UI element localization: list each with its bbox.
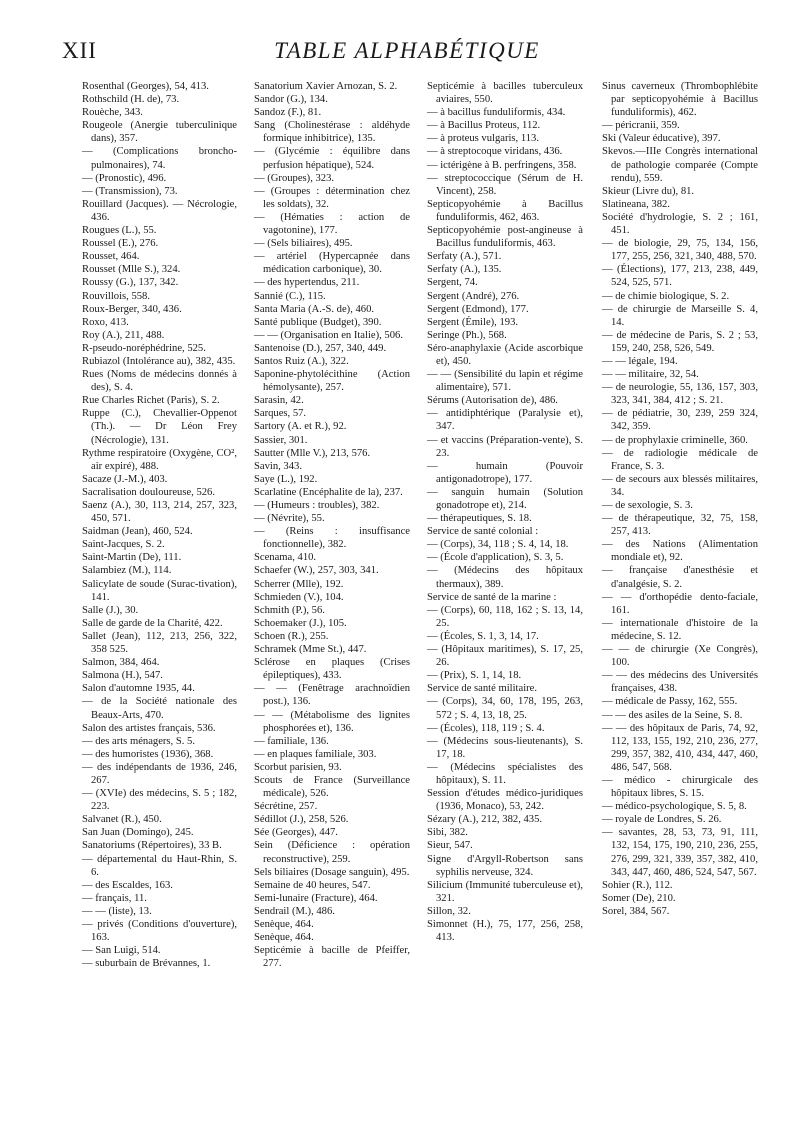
index-entry: — — des hôpitaux de Paris, 74, 92, 112, 133, 155, 192, 210, 236, 277, 299, 357, 382, 410, 434, 447, 460, 486, 547, 568. <box>602 722 758 773</box>
index-entry: Sieur, 547. <box>427 840 473 852</box>
index-entry: — et vaccins (Préparation-vente), S. 23. <box>427 434 583 459</box>
index-entry: — thérapeutiques, S. 18. <box>427 513 532 525</box>
index-entry: Santa Maria (A.-S. de), 460. <box>254 303 375 315</box>
index-entry: Sergent (André), 276. <box>427 290 520 302</box>
index-entry: Saidman (Jean), 460, 524. <box>82 526 193 538</box>
index-entry: Slatineana, 382. <box>602 198 670 210</box>
index-entry: Séro-anaphylaxie (Acide ascorbique et), 450. <box>427 342 583 367</box>
index-entry: Sein (Déficience : opération reconstructive), 259. <box>254 840 410 865</box>
index-entry: Seringe (Ph.), 568. <box>427 329 507 341</box>
index-entry: — (Médecins sous-lieutenants), S. 17, 18. <box>427 735 583 760</box>
index-entry: Saponine-phytolécithine (Action hémolysante), 257. <box>254 369 410 394</box>
index-entry: Senèque, 464. <box>254 932 314 944</box>
index-entry: Sang (Cholinestérase : aldéhyde formique inhibitrice), 135. <box>254 120 410 145</box>
index-entry: Salle (J.), 30. <box>82 604 139 616</box>
index-entry: Ruppe (C.), Chevallier-Oppenot (Th.). — Dr Léon Frey (Nécrologie), 131. <box>82 408 237 446</box>
index-entry: Scherrer (Mlle), 192. <box>254 578 344 590</box>
index-entry: — (Sels biliaires), 495. <box>254 238 353 250</box>
index-entry: Simonnet (H.), 75, 177, 256, 258, 413. <box>427 919 583 944</box>
index-entry: — ictérigène à B. perfringens, 358. <box>427 159 577 171</box>
index-entry: Scorbut parisien, 93. <box>254 761 342 773</box>
index-entry: Roxo, 413. <box>82 316 129 328</box>
index-entry: — de radiologie médicale de France, S. 3. <box>602 447 758 472</box>
index-entry: Sergent (Émile), 193. <box>427 316 519 328</box>
index-entry: — — de chirurgie (Xe Congrès), 100. <box>602 644 758 669</box>
index-entry: Sartory (A. et R.), 92. <box>254 421 347 433</box>
index-entry: Roussy (G.), 137, 342. <box>82 277 179 289</box>
index-entry: — — d'orthopédie dento-faciale, 161. <box>602 591 758 616</box>
page-number: XII <box>62 38 97 63</box>
index-entry: Sézary (A.), 212, 382, 435. <box>427 814 543 826</box>
index-entry: — de chirurgie de Marseille S. 4, 14. <box>602 303 758 328</box>
index-entry: — (Médecins des hôpitaux thermaux), 389. <box>427 565 583 590</box>
index-entry: Rousset, 464. <box>82 251 140 263</box>
index-entry: Schoen (R.), 255. <box>254 630 329 642</box>
page-title: TABLE ALPHABÉTIQUE <box>274 38 540 63</box>
index-entry: — de biologie, 29, 75, 134, 156, 177, 255, 256, 321, 340, 488, 570. <box>602 238 758 263</box>
index-entry: Skieur (Livre du), 81. <box>602 185 695 197</box>
index-entry: Rythme respiratoire (Oxygène, CO², air expiré), 488. <box>82 447 237 472</box>
index-entry: — en plaques familiale, 303. <box>254 748 377 760</box>
index-entry: Santé publique (Budget), 390. <box>254 316 382 328</box>
index-entry: — médico-psychologique, S. 5, 8. <box>602 801 747 813</box>
index-entry: Sarasin, 42. <box>254 395 304 407</box>
index-entry: Sandoz (F.), 81. <box>254 107 322 119</box>
index-entry: — (XVIe) des médecins, S. 5 ; 182, 223. <box>82 788 237 813</box>
index-entry: — — des médecins des Universités françaises, 438. <box>602 670 758 695</box>
index-entry: — français, 11. <box>82 892 147 904</box>
index-entry: — des indépendants de 1936, 246, 267. <box>82 761 237 786</box>
index-entry: Rosenthal (Georges), 54, 413. <box>82 81 209 92</box>
index-entry: Salicylate de soude (Surac-tivation), 141. <box>82 578 237 603</box>
index-entry: Schaefer (W.), 257, 303, 341. <box>254 565 379 577</box>
index-entry: Sédillot (J.), 258, 526. <box>254 814 349 826</box>
index-entry: Saint-Martin (De), 111. <box>82 552 182 564</box>
index-entry: — de sexologie, S. 3. <box>602 500 693 511</box>
index-entry: — — militaire, 32, 54. <box>602 369 699 381</box>
index-entry: Service de santé militaire. <box>427 683 538 695</box>
index-entry: Sécrétine, 257. <box>254 801 318 813</box>
index-entry: Sanatorium Xavier Arnozan, S. 2. <box>254 81 398 92</box>
index-entry: Rues (Noms de médecins donnés à des), S. 4. <box>82 369 237 394</box>
index-entry: — streptococcique (Sérum de H. Vincent), 258. <box>427 172 583 197</box>
index-entry: — (Pronostic), 496. <box>82 172 167 184</box>
index-entry: — humain (Pouvoir antigonadotrope), 177. <box>427 460 583 485</box>
index-entry: — médico - chirurgicale des hôpitaux libres, S. 15. <box>602 774 758 800</box>
index-entry: — — des asiles de la Seine, S. 8. <box>602 709 743 721</box>
index-entry: Sendrail (M.), 486. <box>254 905 335 917</box>
index-entry: — à proteus vulgaris, 113. <box>427 133 539 145</box>
index-entry: Schmieden (V.), 104. <box>254 591 344 603</box>
index-entry: — des humoristes (1936), 368. <box>82 748 214 760</box>
index-entry: Senèque, 464. <box>254 919 314 930</box>
index-entry: Sandor (G.), 134. <box>254 94 328 106</box>
index-entry: — de neurologie, 55, 136, 157, 303, 323, 341, 384, 412 ; S. 21. <box>602 382 758 407</box>
index-entry: Rothschild (H. de), 73. <box>82 94 180 106</box>
index-entry: — San Luigi, 514. <box>82 945 161 957</box>
index-entry: — (Hématies : action de vagotonine), 177. <box>254 211 410 237</box>
index-entry: Sinus caverneux (Thrombophlébite par septicopyohémie à Bacillus funduliformis), 462. <box>602 81 758 119</box>
index-entry: Sclérose en plaques (Crises épileptiques), 433. <box>254 657 410 682</box>
index-entry: — suburbain de Brévannes, 1. <box>82 958 211 970</box>
index-column-3 <box>427 80 583 944</box>
index-entry: Sanatoriums (Répertoires), 33 B. <box>82 840 222 852</box>
index-entry: — (Hôpitaux maritimes), S. 17, 25, 26. <box>427 644 583 669</box>
index-entry: — (École d'application), S. 3, 5. <box>427 552 564 564</box>
index-entry: — internationale d'histoire de la médecine, S. 12. <box>602 617 758 642</box>
index-entry: — de chimie biologique, S. 2. <box>602 290 730 302</box>
index-entry: Sillon, 32. <box>427 905 471 917</box>
index-entry: Sibi, 382. <box>427 827 468 839</box>
index-entry: Salle de garde de la Charité, 422. <box>82 617 223 629</box>
index-entry: — (Complications broncho-pulmonaires), 74. <box>82 146 237 171</box>
index-entry: — (Reins : insuffisance fonctionnelle), 382. <box>254 526 410 551</box>
index-entry: Sorel, 384, 567. <box>602 905 670 917</box>
index-entry: — (Corps), 34, 60, 178, 195, 263, 572 ; S. 4, 13, 18, 25. <box>427 696 583 721</box>
index-entry: Salmon, 384, 464. <box>82 657 160 669</box>
index-entry: Signe d'Argyll-Robertson sans syphilis nerveuse, 324. <box>427 853 583 878</box>
index-entry: Société d'hydrologie, S. 2 ; 161, 451. <box>602 211 758 237</box>
index-entry: — des Nations (Alimentation mondiale et), 92. <box>602 539 758 564</box>
index-entry: Session d'études médico-juridiques (1936, Monaco), 53, 242. <box>427 788 583 813</box>
index-entry: — de la Société nationale des Beaux-Arts, 470. <box>82 696 237 721</box>
index-entry: San Juan (Domingo), 245. <box>82 827 194 839</box>
index-entry: Salon d'automne 1935, 44. <box>82 683 195 695</box>
index-entry: Sassier, 301. <box>254 434 308 446</box>
index-entry: Santos Ruiz (A.), 322. <box>254 355 349 367</box>
index-entry: Sohier (R.), 112. <box>602 879 673 891</box>
index-entry: Sacaze (J.-M.), 403. <box>82 473 168 485</box>
index-entry: — artériel (Hypercapnée dans médication carbonique), 30. <box>254 251 410 276</box>
index-entry: Saenz (A.), 30, 113, 214, 257, 323, 450, 571. <box>82 500 237 525</box>
index-entry: — (Groupes : détermination chez les soldats), 32. <box>254 185 410 210</box>
index-entry: Ski (Valeur éducative), 397. <box>602 133 721 145</box>
index-entry: — privés (Conditions d'ouverture), 163. <box>82 919 237 944</box>
index-entry: Sergent, 74. <box>427 277 478 289</box>
index-entry: — de médecine de Paris, S. 2 ; 53, 159, 240, 258, 526, 549. <box>602 329 758 354</box>
index-entry: — (Corps), 34, 118 ; S. 4, 14, 18. <box>427 539 569 551</box>
index-entry: — royale de Londres, S. 26. <box>602 814 722 826</box>
index-entry: Salambiez (M.), 114. <box>82 565 172 577</box>
index-entry: — (Glycémie : équilibre dans perfusion hépatique), 524. <box>254 146 410 171</box>
index-entry: — départemental du Haut-Rhin, S. 6. <box>82 853 237 878</box>
index-entry: Semi-lunaire (Fracture), 464. <box>254 892 378 904</box>
index-entry: — (Prix), S. 1, 14, 18. <box>427 670 522 682</box>
index-entry: — (Écoles), 118, 119 ; S. 4. <box>427 722 545 734</box>
index-entry: Rouvillois, 558. <box>82 290 150 302</box>
index-entry: — péricranii, 359. <box>602 120 680 132</box>
index-entry: Salon des artistes français, 536. <box>82 722 216 734</box>
index-column-1 <box>82 80 237 970</box>
index-entry: Scouts de France (Surveillance médicale), 526. <box>254 774 410 800</box>
index-entry: Rubiazol (Intolérance au), 382, 435. <box>82 355 236 367</box>
index-entry: Schramek (Mme St.), 447. <box>254 644 367 656</box>
index-entry: Santenoise (D.), 257, 340, 449. <box>254 342 387 354</box>
index-entry: Schoemaker (J.), 105. <box>254 617 347 629</box>
index-entry: Rougues (L.), 55. <box>82 225 157 237</box>
index-entry: Service de santé colonial : <box>427 526 539 538</box>
index-entry: Sautter (Mlle V.), 213, 576. <box>254 447 371 459</box>
index-entry: Roussel (E.), 276. <box>82 238 159 250</box>
index-entry: Salvanet (R.), 450. <box>82 814 162 826</box>
index-entry: Septicémie à bacilles tuberculeux aviaires, 550. <box>427 81 583 106</box>
index-entry: — — (liste), 13. <box>82 905 152 917</box>
index-entry: — (Médecins spécialistes des hôpitaux), S. 11. <box>427 761 583 786</box>
index-entry: Serfaty (A.), 135. <box>427 264 502 276</box>
index-entry: — — (Organisation en Italie), 506. <box>254 329 403 341</box>
index-entry: Schmith (P.), 56. <box>254 604 325 616</box>
index-entry: Salmona (H.), 547. <box>82 670 163 682</box>
index-entry: — (Humeurs : troubles), 382. <box>254 500 380 511</box>
index-entry: Roux-Berger, 340, 436. <box>82 303 182 315</box>
index-entry: — (Élections), 177, 213, 238, 449, 524, 525, 571. <box>602 264 758 289</box>
index-entry: Saye (L.), 192. <box>254 473 318 485</box>
index-entry: — sanguin humain (Solution gonadotrope et), 214. <box>427 486 583 511</box>
index-entry: — des arts ménagers, S. 5. <box>82 735 195 747</box>
index-entry: — — (Sensibilité du lapin et régime alimentaire), 571. <box>427 369 583 394</box>
index-entry: Savin, 343. <box>254 460 302 472</box>
index-entry: R-pseudo-noréphédrine, 525. <box>82 342 206 354</box>
index-entry: Scarlatine (Encéphalite de la), 237. <box>254 486 403 498</box>
index-entry: Septicémie à bacille de Pfeiffer, 277. <box>254 945 410 970</box>
index-column-2 <box>254 80 410 970</box>
index-entry: Somer (De), 210. <box>602 892 676 904</box>
index-entry: Sarques, 57. <box>254 408 307 420</box>
index-entry: Rousset (Mlle S.), 324. <box>82 264 181 276</box>
page-header <box>62 38 752 78</box>
index-entry: — — légale, 194. <box>602 355 678 367</box>
index-entry: Sergent (Edmond), 177. <box>427 303 529 315</box>
index-entry: Semaine de 40 heures, 547. <box>254 879 371 891</box>
index-entry: Sallet (Jean), 112, 213, 256, 322, 358 525. <box>82 630 237 656</box>
index-entry: Skevos.—IIIe Congrès international de pathologie comparée (Compte rendu), 559. <box>602 146 758 184</box>
index-entry: Serfaty (A.), 571. <box>427 251 502 263</box>
index-entry: — à Bacillus Proteus, 112. <box>427 120 541 132</box>
index-entry: Sels biliaires (Dosage sanguin), 495. <box>254 866 410 878</box>
index-entry: Septicopyohémie à Bacillus funduliformis, 462, 463. <box>427 198 583 223</box>
index-entry: — à bacillus funduliformis, 434. <box>427 107 566 119</box>
index-entry: — familiale, 136. <box>254 735 329 747</box>
index-entry: — (Groupes), 323. <box>254 172 335 184</box>
index-entry: — (Transmission), 73. <box>82 185 178 197</box>
index-entry: Sacralisation douloureuse, 526. <box>82 486 215 498</box>
index-entry: — des Escaldes, 163. <box>82 879 173 891</box>
index-entry: Scenama, 410. <box>254 552 317 564</box>
index-entry: — française d'anesthésie et d'analgésie, S. 2. <box>602 565 758 590</box>
index-entry: Roy (A.), 211, 488. <box>82 329 165 341</box>
index-entry: — à streptocoque viridans, 436. <box>427 146 563 158</box>
index-entry: — antidiphtérique (Paralysie et), 347. <box>427 408 583 433</box>
index-entry: Septicopyohémie post-angineuse à Bacillus funduliformis, 463. <box>427 225 583 250</box>
index-entry: Rue Charles Richet (Paris), S. 2. <box>82 395 220 407</box>
index-entry: Silicium (Immunité tuberculeuse et), 321. <box>427 879 583 904</box>
index-entry: Rouèche, 343. <box>82 107 143 119</box>
index-entry: — de thérapeutique, 32, 75, 158, 257, 413. <box>602 513 758 538</box>
index-entry: Sée (Georges), 447. <box>254 827 338 839</box>
index-entry: — — (Fenêtrage arachnoïdien post.), 136. <box>254 683 410 708</box>
index-entry: Rougeole (Anergie tuberculinique dans), 357. <box>82 120 237 145</box>
index-entry: — savantes, 28, 53, 73, 91, 111, 132, 154, 175, 190, 210, 236, 255, 276, 299, 321, 339, 357, 382, 410, 343, 447, 460, 486, 524, 547, 567. <box>602 827 758 878</box>
index-entry: Rouillard (Jacques). — Nécrologie, 436. <box>82 198 237 223</box>
index-entry: — (Écoles, S. 1, 3, 14, 17. <box>427 630 539 642</box>
index-entry: — de prophylaxie criminelle, 360. <box>602 434 748 446</box>
index-entry: — — (Métabolisme des lignites phosphorées et), 136. <box>254 709 410 734</box>
index-entry: — (Névrite), 55. <box>254 513 325 525</box>
index-entry: Sannié (C.), 115. <box>254 290 326 302</box>
index-entry: — des hypertendus, 211. <box>254 277 360 289</box>
index-column-4 <box>602 80 758 918</box>
index-entry: Service de santé de la marine : <box>427 591 557 603</box>
index-entry: — de pédiatrie, 30, 239, 259 324, 342, 359. <box>602 408 758 433</box>
index-entry: — médicale de Passy, 162, 555. <box>602 696 738 708</box>
index-entry: Saint-Jacques, S. 2. <box>82 539 165 551</box>
index-entry: — de secours aux blessés militaires, 34. <box>602 473 758 498</box>
index-entry: Sérums (Autorisation de), 486. <box>427 395 558 407</box>
index-entry: — (Corps), 60, 118, 162 ; S. 13, 14, 25. <box>427 604 583 629</box>
